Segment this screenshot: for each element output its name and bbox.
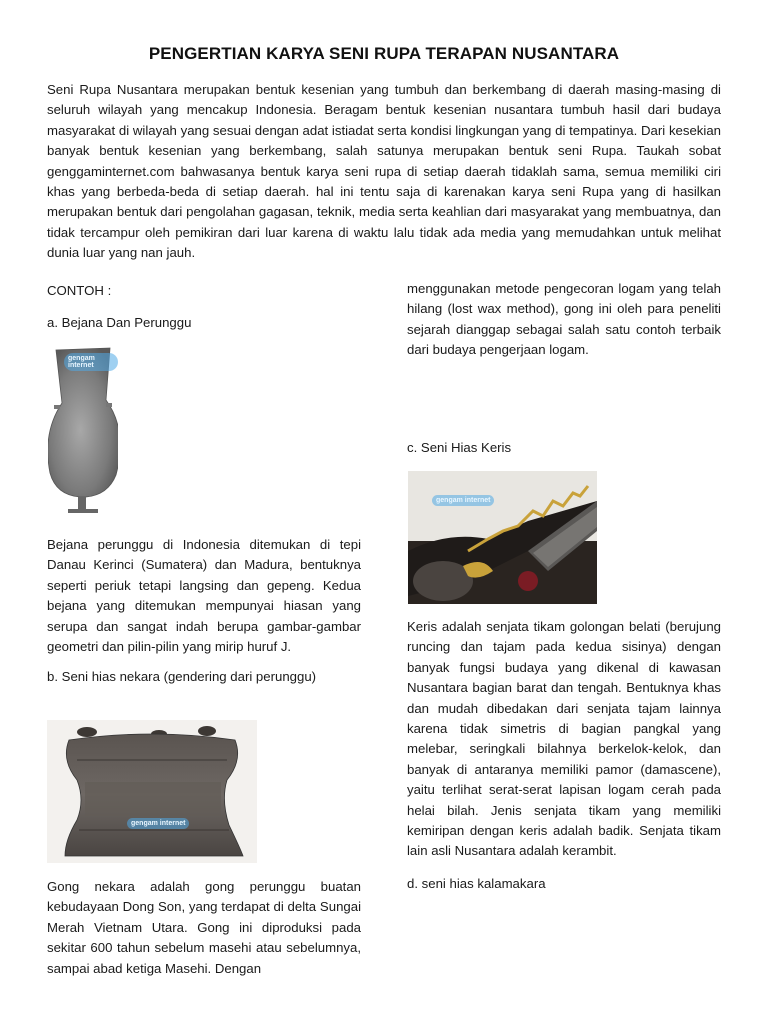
watermark-badge: gengam internet [64,353,118,371]
watermark-badge: gengam internet [127,818,189,829]
section-c-text: Keris adalah senjata tikam golongan belati (berujung runcing dan tajam pada kedua sisinya) dengan banyak fungsi budaya yang dikenal di kawasan Nusantara bagian barat dan tengah. Bentuknya khas dan mudah dibedakan dari senjata tajam lainnya karena tidak simetris di bagian pangkal yang melebar, seringkali bilahnya berkelok-kelok, dan banyak di antaranya memiliki pamor (damascene), yaitu terlihat serat-serat lapisan logam cerah pada helai bilah. Jenis senjata tikam yang memiliki kemiripan dengan keris adalah badik. Senjata tikam lain asli Nusantara adalah kerambit. [407,619,721,859]
section-c-heading: c. Seni Hias Keris [407,440,512,455]
section-a-heading: a. Bejana Dan Perunggu [47,315,192,330]
section-b-heading: b. Seni hias nekara (gendering dari perunggu) [47,669,317,685]
keris-image [408,471,597,604]
section-b-text: Gong nekara adalah gong perunggu buatan kebudayaan Dong Son, yang terdapat di delta Sungai Merah Vietnam Utara. Gong ini diproduksi pada sekitar 600 tahun sebelum masehi atau sebelumnya, sampai abad ketiga Masehi. Dengan [47,879,361,976]
right-column [407,279,721,361]
keris-dagger-icon [408,471,597,604]
nekara-image [47,720,257,863]
contoh-label: CONTOH : [47,283,112,298]
bronze-vessel-icon [48,345,118,520]
section-c-heading-wrap [407,438,721,458]
page-title: PENGERTIAN KARYA SENI RUPA TERAPAN NUSANTARA [148,44,620,63]
section-a-text: Bejana perunggu di Indonesia ditemukan di tepi Danau Kerinci (Sumatera) dan Madura, bentuknya seperti periuk tetapi langsing dan gepeng. Kedua bejana yang ditemukan mempunyai hiasan yang serupa dan sangat indah berupa gambar-gambar geometri dan pilin-pilin yang mirip huruf J. [47,537,361,655]
section-b-body [47,877,361,979]
section-d-heading: d. seni hias kalamakara [407,875,546,891]
section-a-body [47,535,361,687]
section-c-body [407,617,721,894]
kettle-drum-icon [47,720,257,863]
bejana-image [48,345,118,520]
watermark-badge: gengam internet [432,495,494,506]
section-b-continuation: menggunakan metode pengecoran logam yang telah hilang (lost wax method), gong ini oleh para peneliti sejarah dianggap sebagai salah satu contoh terbaik dari budaya pengerjaan logam. [407,281,721,358]
intro-paragraph: Seni Rupa Nusantara merupakan bentuk kesenian yang tumbuh dan berkembang di daerah masing-masing di seluruh wilayah yang mencakup Indonesia. Beragam bentuk kesenian nusantara tumbuh hasil dari budaya masyarakat di wilayah yang sesuai dengan adat istiadat serta kondisi lingkungan yang di tempatinya. Dari kesekian banyak bentuk kesenian yang berkembang, salah satunya merupakan bentuk seni Rupa. Taukah sobat genggaminternet.com bahwasanya bentuk karya seni rupa di setiap daerah tidaklah sama, semua memiliki ciri khas yang berbeda-beda di setiap daerah. hal ini tentu saja di karenakan karya seni Rupa yang di hasilkan merupakan bentuk dari pengolahan gagasan, teknik, media serta keahlian dari masyarakat yang membuatnya, dan tidak tercampur oleh pemikiran dari luar karena di waktu lalu tidak ada media yang memudahkan untuk melihat dunia luar yang nan jauh. [47,82,721,261]
left-column [47,281,361,333]
